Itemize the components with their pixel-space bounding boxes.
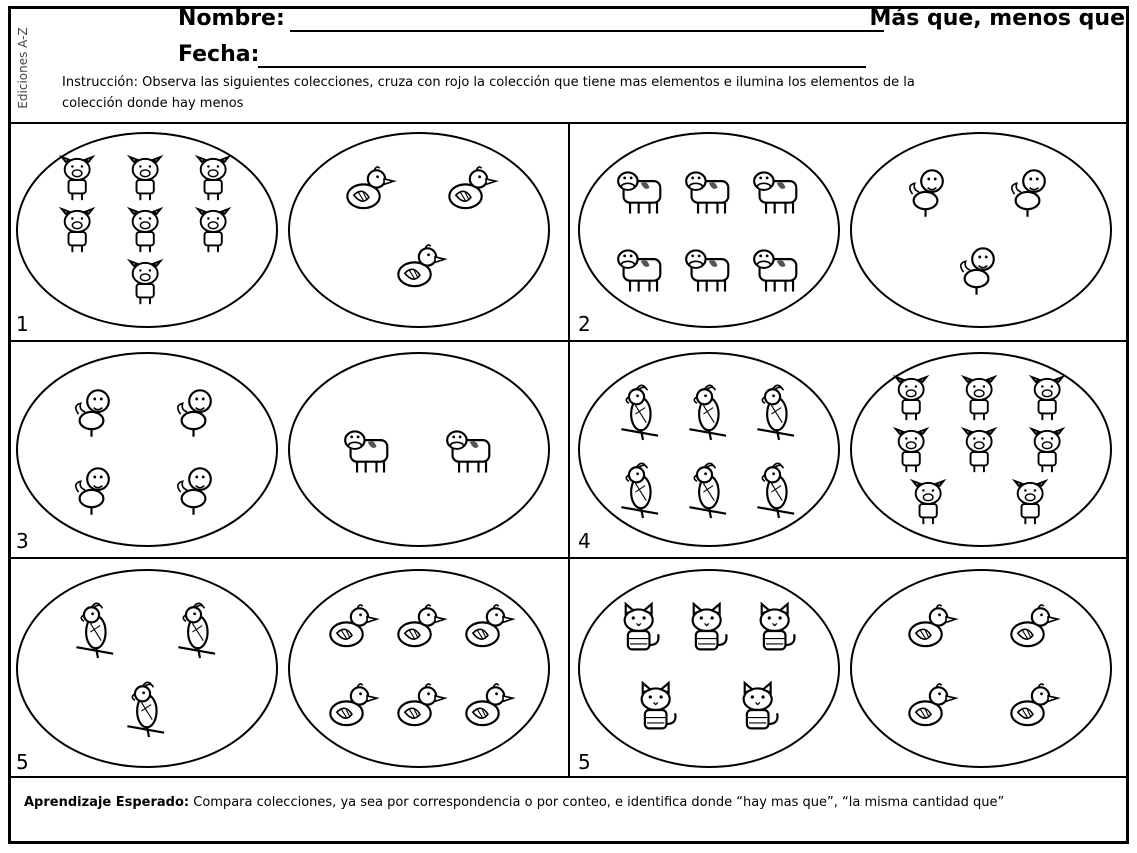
parrot-icon xyxy=(752,464,806,518)
collection-right[interactable] xyxy=(288,352,550,547)
pig-icon xyxy=(891,376,939,424)
fecha-blank-line xyxy=(258,66,866,68)
collection-right[interactable] xyxy=(850,569,1112,768)
exercise-cell xyxy=(8,122,568,340)
bird-icon xyxy=(173,386,227,440)
parrot-icon xyxy=(616,464,670,518)
duck-icon xyxy=(326,683,380,737)
duck-icon xyxy=(462,604,516,658)
nombre-blank-line xyxy=(290,30,884,32)
pig-icon xyxy=(959,428,1007,476)
bird-icon xyxy=(71,464,125,518)
instruction-text: Instrucción: Observa las siguientes colecciones, cruza con rojo la colección que tiene mas elementos e ilumina los elementos de la colección donde hay menos xyxy=(62,75,915,111)
expected-learning-text: Compara colecciones, ya sea por correspondencia o por conteo, e identifica donde “hay mas que”, “la misma cantidad que” xyxy=(189,795,1005,810)
exercise-cell xyxy=(8,557,568,778)
duck-icon xyxy=(462,683,516,737)
collection-left[interactable] xyxy=(578,132,840,328)
nombre-label: Nombre: xyxy=(178,6,285,31)
collection-left[interactable] xyxy=(578,569,840,768)
exercise-number: 5 xyxy=(578,750,591,774)
duck-icon xyxy=(445,166,499,220)
pig-icon xyxy=(908,480,956,528)
duck-icon xyxy=(905,683,959,737)
worksheet-title: Más que, menos que xyxy=(869,6,1125,31)
parrot-icon xyxy=(122,683,176,737)
duck-icon xyxy=(1007,683,1061,737)
duck-icon xyxy=(394,683,448,737)
bird-icon xyxy=(173,464,227,518)
pig-icon xyxy=(57,156,105,204)
duck-icon xyxy=(394,604,448,658)
collection-right[interactable] xyxy=(850,352,1112,547)
collection-left[interactable] xyxy=(16,352,278,547)
collection-right[interactable] xyxy=(850,132,1112,328)
pig-icon xyxy=(125,208,173,256)
cow-icon xyxy=(616,166,670,220)
collection-right[interactable] xyxy=(288,132,550,328)
bird-icon xyxy=(1007,166,1061,220)
duck-icon xyxy=(343,166,397,220)
exercise-cell xyxy=(568,340,1129,557)
exercise-cell xyxy=(568,557,1129,778)
exercise-cell xyxy=(568,122,1129,340)
exercise-number: 4 xyxy=(578,529,591,553)
pig-icon xyxy=(1027,376,1075,424)
duck-icon xyxy=(326,604,380,658)
pig-icon xyxy=(1010,480,1058,528)
pig-icon xyxy=(1027,428,1075,476)
expected-learning xyxy=(24,792,1104,814)
expected-learning-label: Aprendizaje Esperado: xyxy=(24,795,190,810)
collection-left[interactable] xyxy=(16,132,278,328)
cow-icon xyxy=(445,425,499,479)
pig-icon xyxy=(959,376,1007,424)
parrot-icon xyxy=(173,604,227,658)
bird-icon xyxy=(905,166,959,220)
cow-icon xyxy=(752,166,806,220)
exercise-cell xyxy=(8,340,568,557)
cat-icon xyxy=(684,604,738,658)
cow-icon xyxy=(752,244,806,298)
bird-icon xyxy=(956,244,1010,298)
duck-icon xyxy=(394,244,448,298)
pig-icon xyxy=(891,428,939,476)
duck-icon xyxy=(1007,604,1061,658)
pig-icon xyxy=(57,208,105,256)
pig-icon xyxy=(125,260,173,308)
parrot-icon xyxy=(684,386,738,440)
pig-icon xyxy=(193,208,241,256)
parrot-icon xyxy=(616,386,670,440)
publisher-label: Ediciones A-Z xyxy=(16,27,30,109)
cat-icon xyxy=(752,604,806,658)
exercise-number: 1 xyxy=(16,312,29,336)
parrot-icon xyxy=(71,604,125,658)
exercise-number: 2 xyxy=(578,312,591,336)
duck-icon xyxy=(905,604,959,658)
pig-icon xyxy=(125,156,173,204)
bird-icon xyxy=(71,386,125,440)
collection-left[interactable] xyxy=(16,569,278,768)
fecha-label: Fecha: xyxy=(178,42,260,67)
exercise-number: 3 xyxy=(16,529,29,553)
cat-icon xyxy=(735,683,789,737)
cow-icon xyxy=(343,425,397,479)
exercise-number: 5 xyxy=(16,750,29,774)
cat-icon xyxy=(633,683,687,737)
parrot-icon xyxy=(684,464,738,518)
pig-icon xyxy=(193,156,241,204)
collection-left[interactable] xyxy=(578,352,840,547)
collection-right[interactable] xyxy=(288,569,550,768)
cow-icon xyxy=(684,166,738,220)
cow-icon xyxy=(616,244,670,298)
parrot-icon xyxy=(752,386,806,440)
cow-icon xyxy=(684,244,738,298)
cat-icon xyxy=(616,604,670,658)
